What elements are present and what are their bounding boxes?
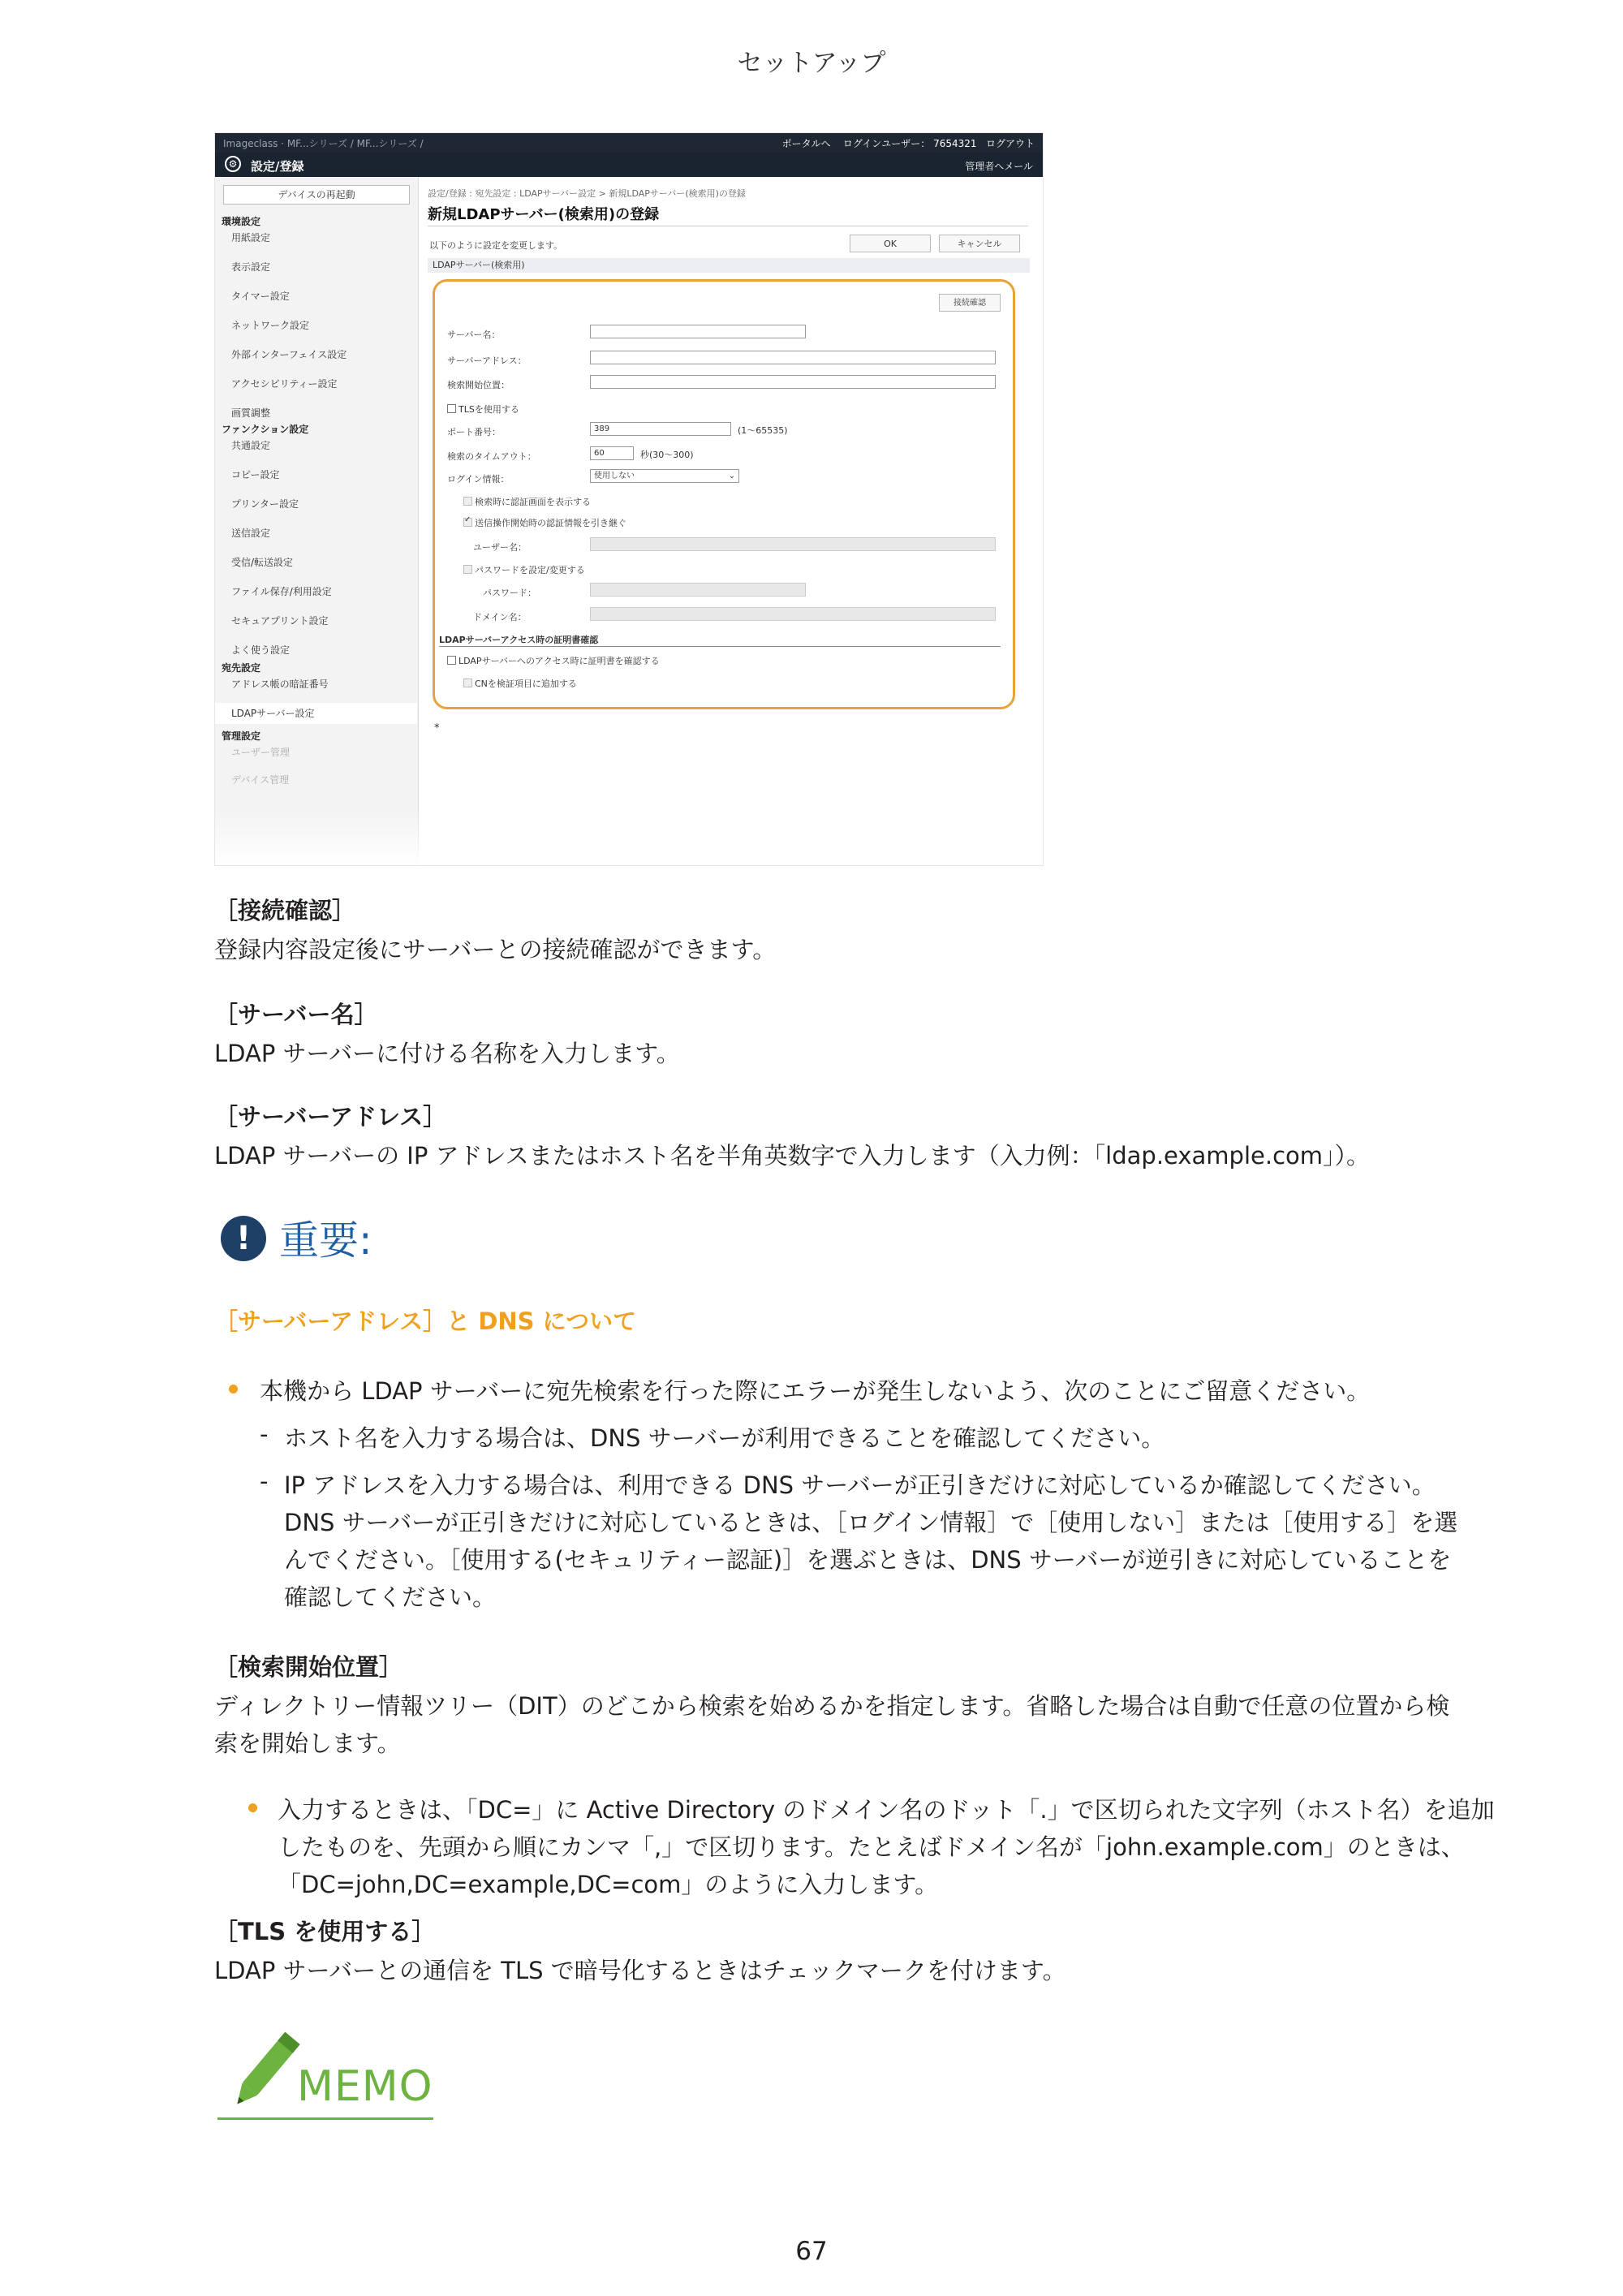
sidebar-item[interactable]: アクセシビリティー設定 <box>231 378 338 390</box>
login-info-label: ログイン情報： <box>447 474 510 485</box>
settings-sidebar <box>215 177 419 865</box>
server-name-label: サーバー名： <box>447 330 501 340</box>
search-root-bullet-line: したものを、先頭から順にカンマ「,」で区切ります。たとえばドメイン名が「john.example.com」のときは、 <box>278 1833 1465 1861</box>
add-cn-checkbox[interactable] <box>463 678 472 687</box>
model-name: Imageclass · MF...シリーズ / MF...シリーズ / <box>223 138 424 149</box>
memo-label: MEMO <box>297 2062 433 2111</box>
sidebar-item[interactable]: アドレス帳の暗証番号 <box>231 678 329 690</box>
login-user-label: ログインユーザー： <box>842 138 931 149</box>
screenshot-fade <box>215 808 1043 865</box>
login-user-value: 7654321 <box>933 138 977 149</box>
sidebar-item[interactable]: よく使う設定 <box>231 644 291 656</box>
connection-test-button[interactable]: 接続確認 <box>939 294 1001 312</box>
server-address-input[interactable] <box>590 351 996 364</box>
section-body: 登録内容設定後にサーバーとの接続確認ができます。 <box>214 936 777 963</box>
page-number: 67 <box>795 2237 828 2266</box>
dash-marker: - <box>260 1467 269 1495</box>
portal-link[interactable]: ポータルへ <box>781 138 831 149</box>
memo-underline <box>217 2117 433 2120</box>
show-auth-label: 検索時に認証画面を表示する <box>475 497 591 507</box>
set-password-label: パスワードを設定/変更する <box>475 565 585 575</box>
chevron-down-icon: ⌄ <box>728 472 735 480</box>
sidebar-item[interactable]: デバイス管理 <box>231 774 290 786</box>
sidebar-item[interactable]: 共通設定 <box>231 440 271 451</box>
dash-marker: - <box>260 1420 269 1448</box>
port-range: (1～65535) <box>738 425 788 436</box>
domain-input[interactable] <box>590 607 996 621</box>
important-dash-2-line: IP アドレスを入力する場合は、利用できる DNS サーバーが正引きだけに対応しているか確認してください。 <box>284 1471 1436 1499</box>
footnote-star: * <box>434 722 440 734</box>
section-heading: ［接続確認］ <box>214 897 356 924</box>
sidebar-group: ファンクション設定 <box>222 424 309 435</box>
timeout-input[interactable]: 60 <box>590 446 634 460</box>
running-header: セットアップ <box>737 49 886 78</box>
sidebar-item[interactable]: 受信/転送設定 <box>231 557 294 568</box>
restart-device-button[interactable]: デバイスの再起動 <box>223 185 410 205</box>
login-info-select[interactable] <box>590 469 739 483</box>
sidebar-item[interactable]: 画質調整 <box>231 407 271 419</box>
port-label: ポート番号： <box>447 427 501 437</box>
search-root-bullet-line: 「DC=john,DC=example,DC=com」のように入力します。 <box>278 1871 939 1898</box>
important-dash-2-line: DNS サーバーが正引きだけに対応しているときは、［ログイン情報］で［使用しない］または［使用する］を選 <box>284 1509 1458 1536</box>
cancel-button[interactable]: キャンセル <box>939 235 1020 252</box>
search-root-label: 検索開始位置： <box>447 380 510 390</box>
settings-title: 設定/登録 <box>251 159 304 174</box>
timeout-range: 秒(30～300) <box>640 450 694 460</box>
important-dash-2-line: んでください。［使用する(セキュリティー認証)］を選ぶときは、DNS サーバーが逆引きに対応していることを <box>284 1546 1452 1574</box>
pencil-icon <box>219 2026 308 2117</box>
verify-cert-checkbox[interactable] <box>447 656 456 665</box>
search-root-input[interactable] <box>590 375 996 389</box>
section-heading: ［検索開始位置］ <box>214 1653 403 1681</box>
breadcrumb: 設定/登録 : 宛先設定 : LDAPサーバー設定 > 新規LDAPサーバー(検索用)の登録 <box>428 188 746 199</box>
section-heading: ［TLS を使用する］ <box>214 1918 436 1945</box>
sidebar-item[interactable]: 表示設定 <box>231 261 271 273</box>
sidebar-item[interactable]: 送信設定 <box>231 528 271 539</box>
sidebar-item[interactable]: プリンター設定 <box>231 498 299 510</box>
bullet-dot-icon <box>229 1385 238 1394</box>
add-cn-label: CNを検証項目に追加する <box>475 678 577 689</box>
section-body: 索を開始します。 <box>214 1730 401 1757</box>
section-heading: ［サーバー名］ <box>214 1001 378 1028</box>
important-dash-2-line: 確認してください。 <box>284 1583 497 1611</box>
title-bar <box>215 153 1043 177</box>
important-subtitle: ［サーバーアドレス］と DNS について <box>214 1307 637 1335</box>
sidebar-item[interactable]: 用紙設定 <box>231 232 271 243</box>
sidebar-item[interactable]: ユーザー管理 <box>231 747 291 758</box>
logout-link[interactable]: ログアウト <box>985 138 1035 149</box>
settings-gear-icon: ⚙ <box>225 156 241 172</box>
sidebar-group: 環境設定 <box>222 216 261 227</box>
divider <box>439 646 1001 647</box>
ui-screenshot <box>214 132 1044 866</box>
sidebar-item[interactable]: コピー設定 <box>231 469 280 480</box>
change-message: 以下のように設定を変更します。 <box>429 240 563 251</box>
exclamation-icon: ! <box>221 1216 266 1261</box>
sidebar-item[interactable]: ファイル保存/利用設定 <box>231 586 332 597</box>
top-bar <box>215 133 1043 153</box>
sidebar-item[interactable]: 外部インターフェイス設定 <box>231 349 347 360</box>
user-name-input[interactable] <box>590 537 996 551</box>
server-name-input[interactable] <box>590 325 806 338</box>
domain-label: ドメイン名： <box>473 612 527 622</box>
important-title: 重要: <box>279 1217 372 1264</box>
server-address-label: サーバーアドレス： <box>447 355 527 366</box>
set-password-checkbox[interactable] <box>463 565 472 574</box>
login-info-value: 使用しない <box>594 472 635 480</box>
ok-button[interactable]: OK <box>850 235 931 252</box>
use-session-checkbox[interactable] <box>463 515 472 527</box>
bullet-dot-icon <box>248 1803 257 1812</box>
show-auth-checkbox[interactable] <box>463 497 472 506</box>
cert-section-label: LDAPサーバーアクセス時の証明書確認 <box>439 635 599 645</box>
section-body: LDAP サーバーとの通信を TLS で暗号化するときはチェックマークを付けます。 <box>214 1957 1066 1984</box>
port-input[interactable]: 389 <box>590 422 731 436</box>
sidebar-item[interactable]: セキュアプリント設定 <box>231 615 329 627</box>
timeout-label: 検索のタイムアウト： <box>447 451 536 462</box>
use-session-label: 送信操作開始時の認証情報を引き継ぐ <box>475 518 626 528</box>
section-heading: ［サーバーアドレス］ <box>214 1103 447 1131</box>
top-bar-right <box>782 136 1035 150</box>
sidebar-group: 管理設定 <box>222 730 261 742</box>
sidebar-item-ldap-selected[interactable]: LDAPサーバー設定 <box>215 703 417 724</box>
important-bullet: 本機から LDAP サーバーに宛先検索を行った際にエラーが発生しないよう、次のことにご留意ください。 <box>260 1377 1371 1405</box>
use-tls-checkbox[interactable] <box>447 404 456 413</box>
section-body: ディレクトリー情報ツリー（DIT）のどこから検索を始めるかを指定します。省略した場合は自動で任意の位置から検 <box>214 1692 1450 1720</box>
search-root-bullet-line: 入力するときは、「DC=」に Active Directory のドメイン名のドット「.」で区切られた文字列（ホスト名）を追加 <box>278 1796 1495 1824</box>
section-body: LDAP サーバーの IP アドレスまたはホスト名を半角英数字で入力します（入力例：「ldap.example.com」）。 <box>214 1142 1371 1170</box>
password-label: パスワード： <box>483 588 536 598</box>
page-title: 新規LDAPサーバー(検索用)の登録 <box>428 206 660 223</box>
important-dash-1: ホスト名を入力する場合は、DNS サーバーが利用できることを確認してください。 <box>284 1424 1165 1452</box>
use-tls-label: TLSを使用する <box>458 404 519 415</box>
sidebar-item[interactable]: ネットワーク設定 <box>231 320 310 331</box>
check-icon: ✓ <box>464 515 471 524</box>
section-header: LDAPサーバー(検索用) <box>428 258 1030 273</box>
section-body: LDAP サーバーに付ける名称を入力します。 <box>214 1040 680 1067</box>
password-input[interactable] <box>590 583 806 597</box>
mail-to-admin-link[interactable]: 管理者へメール <box>965 161 1033 172</box>
sidebar-item[interactable]: タイマー設定 <box>231 291 290 302</box>
user-name-label: ユーザー名： <box>473 542 527 553</box>
sidebar-group: 宛先設定 <box>222 662 261 674</box>
verify-cert-label: LDAPサーバーへのアクセス時に証明書を確認する <box>458 656 660 666</box>
